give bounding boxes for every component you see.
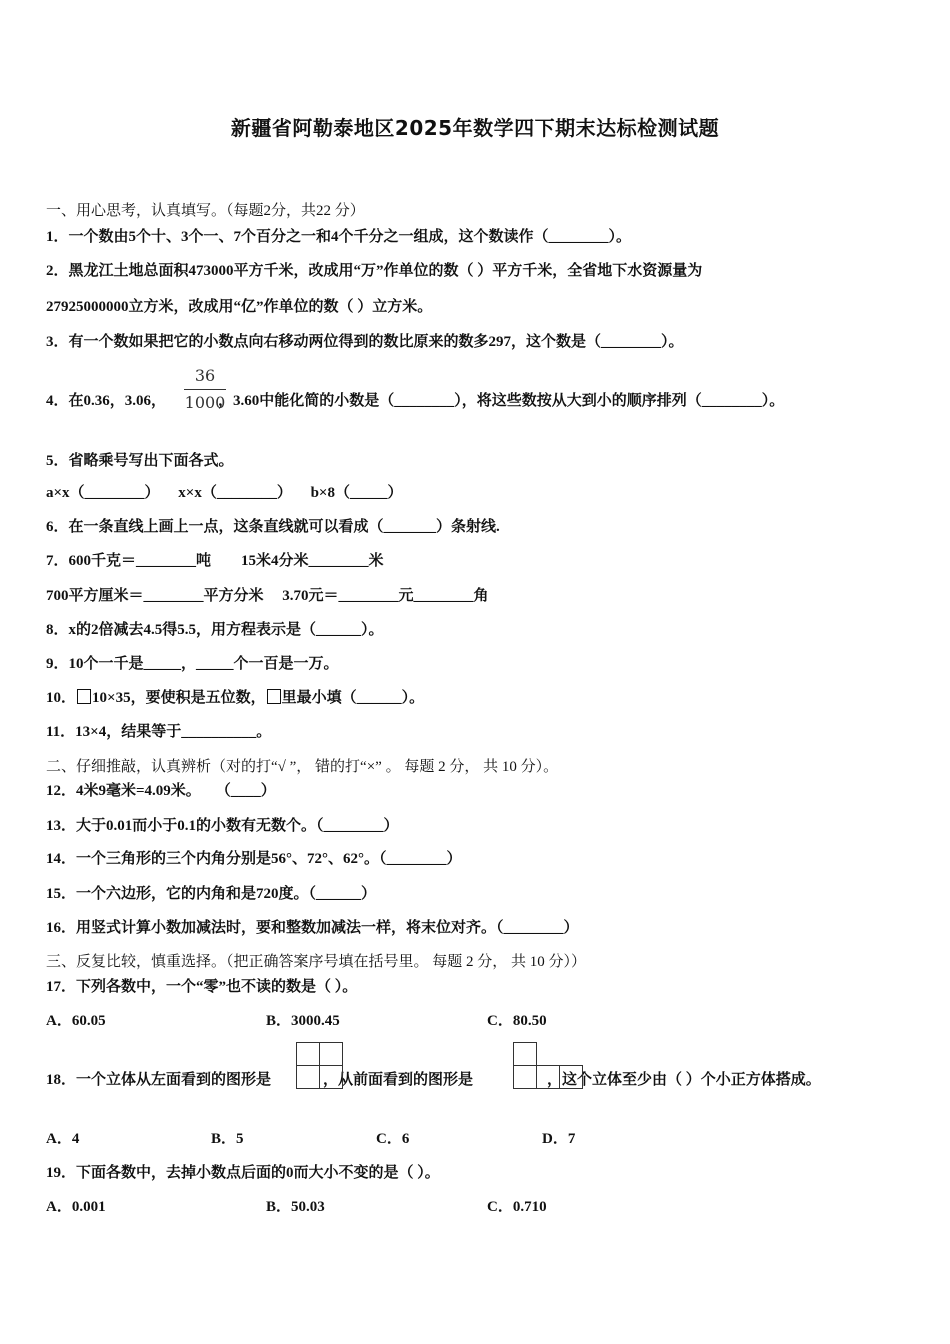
- q18-option-d: D．7: [542, 1131, 576, 1147]
- question-15: 15．一个六边形，它的内角和是720度。（______）: [46, 886, 377, 902]
- question-14: 14．一个三角形的三个内角分别是56°、72°、62°。（________）: [46, 851, 462, 867]
- question-9: 9．10个一千是_____，_____个一百是一万。: [46, 656, 339, 672]
- question-8: 8．x的2倍减去4.5得5.5，用方程表示是（______）。: [46, 622, 384, 638]
- fraction-numerator: 36: [194, 366, 216, 385]
- question-5: 5．省略乘号写出下面各式。: [46, 453, 234, 469]
- question-10: [46, 688, 424, 708]
- question-4: [46, 391, 784, 411]
- q18-option-a: A．4: [46, 1131, 80, 1147]
- question-5-items: a×x（________） x×x（________） b×8（_____）: [46, 485, 403, 501]
- blank-box-icon: [267, 689, 281, 704]
- q17-option-a: A．60.05: [46, 1013, 106, 1029]
- question-10-text: 10×35，要使积是五位数，: [92, 690, 266, 706]
- question-10-end: 里最小填（______）。: [281, 690, 425, 706]
- question-6: 6．在一条直线上画上一点，这条直线就可以看成（_______）条射线.: [46, 519, 500, 535]
- q17-option-c: C．80.50: [487, 1013, 547, 1029]
- q19-option-b: B．50.03: [266, 1199, 325, 1215]
- q18-option-b: B．5: [211, 1131, 244, 1147]
- question-18-part-1: 18．一个立体从左面看到的图形是: [46, 1072, 272, 1088]
- question-16: 16．用竖式计算小数加减法时，要和整数加减法一样，将末位对齐。（________）: [46, 920, 579, 936]
- question-17: 17．下列各数中，一个“零”也不读的数是（ ）。: [46, 979, 358, 995]
- left-view-figure: [296, 1042, 343, 1089]
- question-2-line-1: 2．黑龙江土地总面积473000平方千米，改成用“万”作单位的数（ ）平方千米，全省地下水资源量为: [46, 263, 703, 279]
- question-4-prefix: 4．在0.36，3.06，: [46, 393, 167, 409]
- question-10-number: 10．: [46, 690, 77, 706]
- question-1: 1．一个数由5个十、3个一、7个百分之一和4个千分之一组成，这个数读作（________）。: [46, 229, 632, 245]
- question-12: 12．4米9毫米=4.09米。 （____）: [46, 783, 276, 799]
- fraction-bar: [184, 389, 226, 390]
- q17-option-b: B．3000.45: [266, 1013, 340, 1029]
- question-3: 3．有一个数如果把它的小数点向右移动两位得到的数比原来的数多297，这个数是（________）。: [46, 334, 684, 350]
- q19-option-a: A．0.001: [46, 1199, 106, 1215]
- question-11: 11．13×4，结果等于__________。: [46, 724, 272, 740]
- fraction-denominator: 1000: [184, 393, 226, 412]
- section-heading-3: 三、反复比较，慎重选择。（把正确答案序号填在括号里。 每题 2 分， 共 10 分））: [46, 954, 587, 970]
- question-7-line-1: 7．600千克＝________吨 15米4分米________米: [46, 553, 384, 569]
- question-7-line-2: 700平方厘米＝________平方分米 3.70元＝________元________角: [46, 588, 489, 604]
- section-heading-2: 二、仔细推敲，认真辨析（对的打“√ ”， 错的打“×” 。 每题 2 分， 共 10 分）。: [46, 759, 559, 775]
- q18-option-c: C．6: [376, 1131, 410, 1147]
- question-13: 13．大于0.01而小于0.1的小数有无数个。（________）: [46, 818, 399, 834]
- question-4-suffix: ，3.60中能化简的小数是（________），将这些数按从大到小的顺序排列（________）。: [218, 393, 785, 409]
- question-18-part-3: ，这个立体至少由（ ）个小正方体搭成。: [547, 1072, 821, 1088]
- question-18-part-2: ，从前面看到的图形是: [323, 1072, 474, 1088]
- front-view-figure: [513, 1042, 583, 1089]
- question-2-line-2: 27925000000立方米，改成用“亿”作单位的数（ ）立方米。: [46, 299, 433, 315]
- section-heading-1: 一、用心思考，认真填写。（每题2分，共22 分）: [46, 203, 365, 219]
- page-title: 新疆省阿勒泰地区2025年数学四下期末达标检测试题: [230, 116, 720, 140]
- question-18: [46, 1070, 821, 1090]
- blank-box-icon: [77, 689, 91, 704]
- q19-option-c: C．0.710: [487, 1199, 547, 1215]
- question-19: 19．下面各数中，去掉小数点后面的0而大小不变的是（ ）。: [46, 1165, 440, 1181]
